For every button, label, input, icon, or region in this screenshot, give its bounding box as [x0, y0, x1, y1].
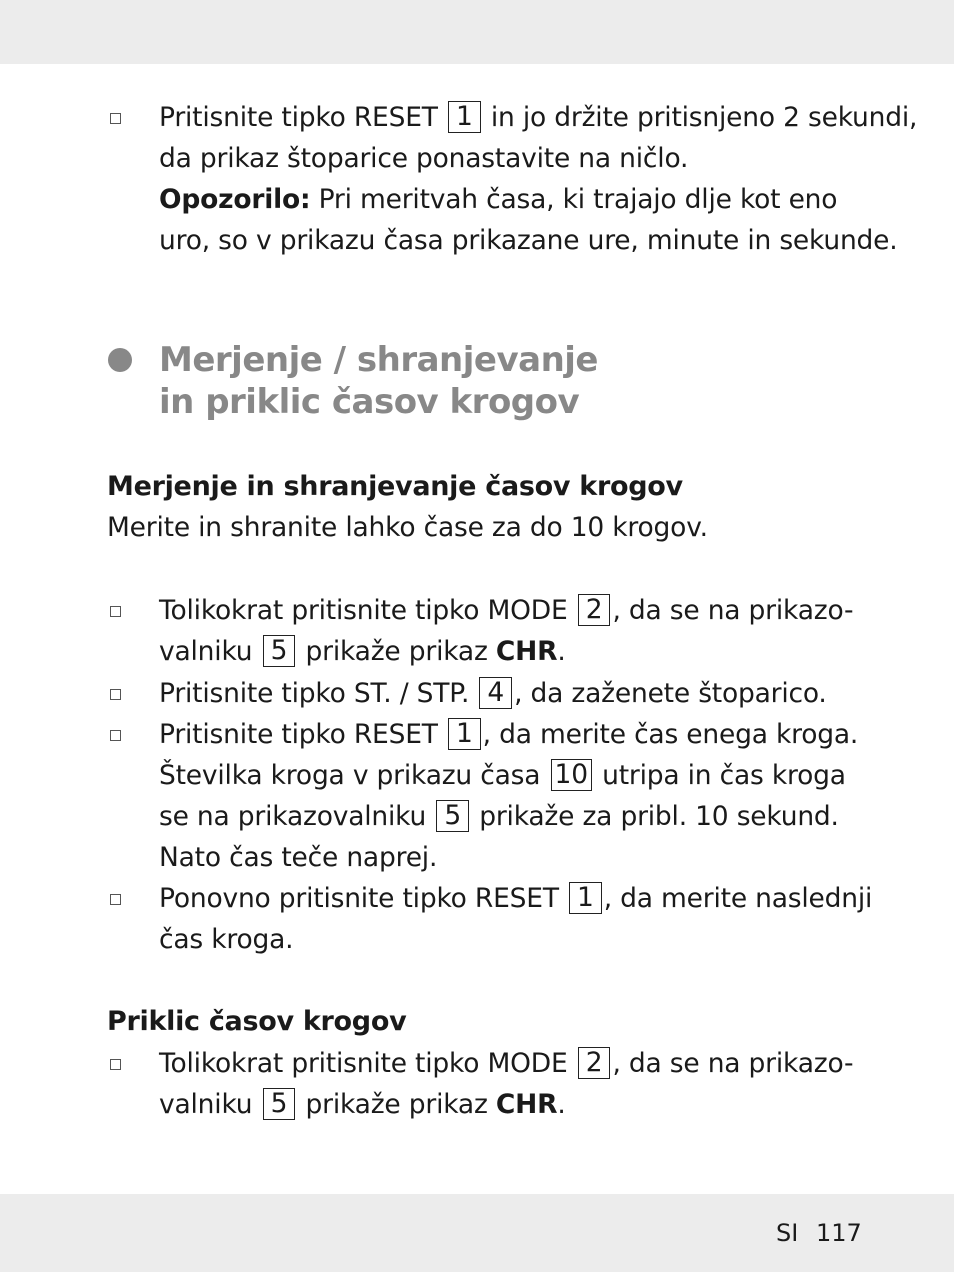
lap-step1-line2: valniku 5 prikaže prikaz CHR.: [159, 635, 566, 667]
section-title-line1: Merjenje / shranjevanje: [159, 340, 598, 380]
bullet-square-icon: [110, 606, 121, 617]
bullet-square-icon: [110, 894, 121, 905]
lap-step3-line1: Pritisnite tipko RESET 1 , da merite čas enega kroga.: [159, 718, 859, 750]
warning-label: Opozorilo:: [159, 184, 311, 215]
display-ref-box: 5: [263, 635, 296, 667]
button-ref-box: 1: [448, 718, 481, 750]
lap-step3-line2: Številka kroga v prikazu časa 10 utripa in čas kroga: [159, 759, 846, 791]
lap-step2-line1: Pritisnite tipko ST. / STP. 4 , da zaženete štoparico.: [159, 677, 827, 709]
warning-line: Opozorilo: Pri meritvah časa, ki trajajo dlje kot eno: [159, 184, 838, 215]
button-ref-box: 1: [448, 101, 481, 133]
footer-language: SI: [776, 1219, 799, 1247]
page-number: 117: [816, 1219, 862, 1247]
header-band: [0, 0, 954, 64]
lap-measure-intro: Merite in shranite lahko čase za do 10 krogov.: [107, 512, 708, 543]
reset-step-line2: da prikaz štoparice ponastavite na ničlo.: [159, 143, 689, 174]
display-ref-box: 5: [436, 800, 469, 832]
reset-step-line1: Pritisnite tipko RESET 1 in jo držite pritisnjeno 2 sekundi,: [159, 101, 918, 133]
bullet-square-icon: [110, 113, 121, 124]
button-ref-box: 2: [578, 1047, 611, 1079]
lap-step4-line1: Ponovno pritisnite tipko RESET 1 , da merite naslednji: [159, 882, 873, 914]
section-dot-icon: [108, 348, 132, 372]
bullet-square-icon: [110, 730, 121, 741]
lap-step4-line2: čas kroga.: [159, 924, 294, 955]
footer-band: [0, 1194, 954, 1272]
lap-step3-line3: se na prikazovalniku 5 prikaže za pribl. 10 sekund.: [159, 800, 839, 832]
lap-step1-line1: Tolikokrat pritisnite tipko MODE 2 , da se na prikazo-: [159, 594, 854, 626]
display-ref-box: 5: [263, 1088, 296, 1120]
recall-step1-line1: Tolikokrat pritisnite tipko MODE 2 , da se na prikazo-: [159, 1047, 854, 1079]
display-ref-box: 10: [551, 759, 592, 791]
button-ref-box: 1: [569, 882, 602, 914]
lap-step3-line4: Nato čas teče naprej.: [159, 842, 438, 873]
section-title-line2: in priklic časov krogov: [159, 382, 580, 422]
warning-line2: uro, so v prikazu časa prikazane ure, minute in sekunde.: [159, 225, 898, 256]
lap-recall-title: Priklic časov krogov: [107, 1006, 407, 1037]
lap-measure-title: Merjenje in shranjevanje časov krogov: [107, 471, 683, 502]
button-ref-box: 4: [479, 677, 512, 709]
recall-step1-line2: valniku 5 prikaže prikaz CHR.: [159, 1088, 566, 1120]
bullet-square-icon: [110, 689, 121, 700]
button-ref-box: 2: [578, 594, 611, 626]
bullet-square-icon: [110, 1059, 121, 1070]
